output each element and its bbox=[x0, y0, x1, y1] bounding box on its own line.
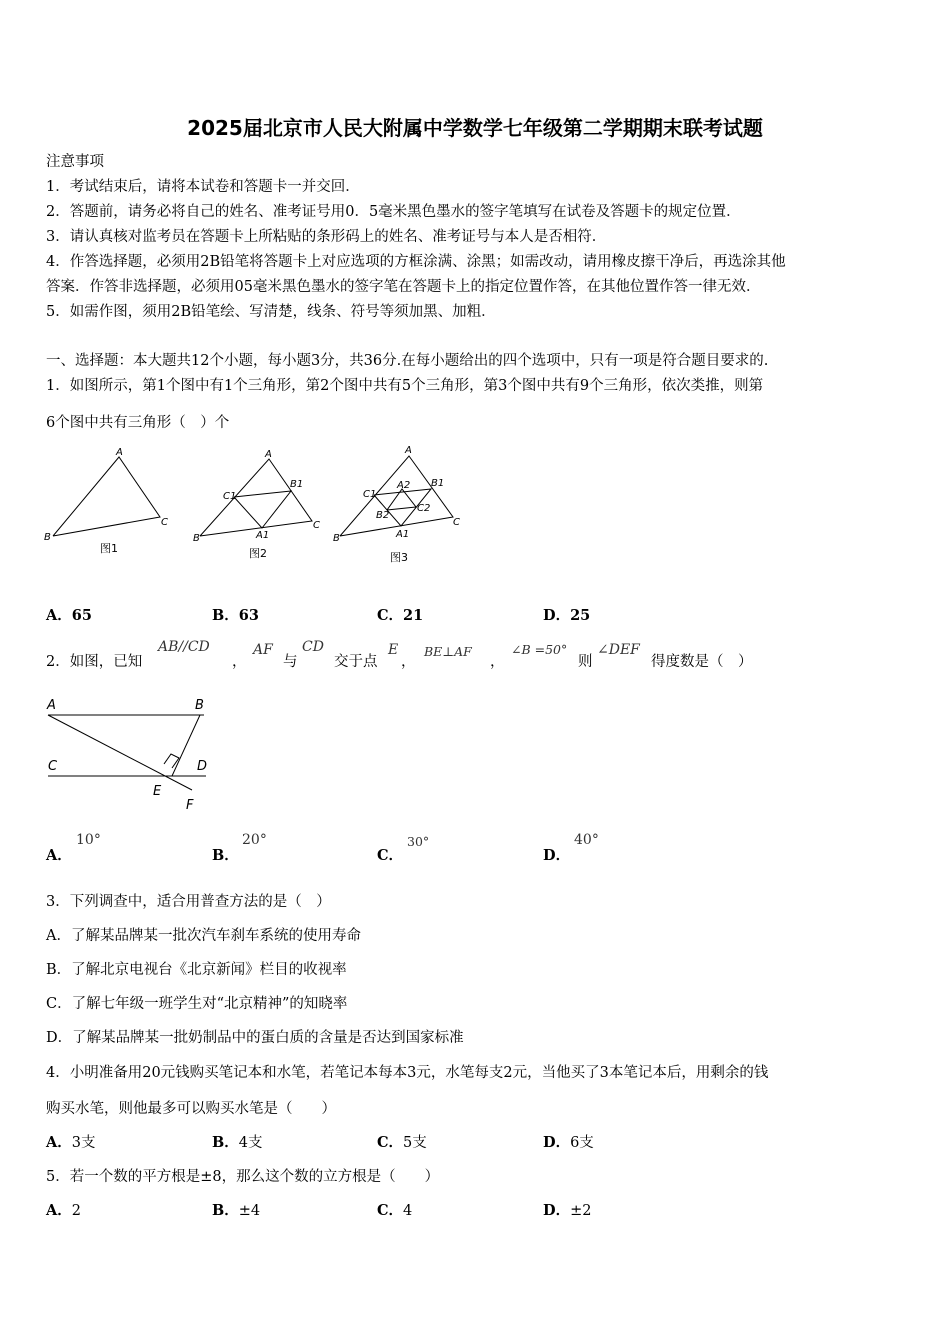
point-label-C: C bbox=[161, 517, 168, 528]
option-b-value: 20° bbox=[242, 832, 267, 848]
point-label-A: A bbox=[47, 698, 56, 713]
point-label-B2: B2 bbox=[376, 510, 390, 521]
option-a-value: 10° bbox=[76, 832, 101, 848]
option-a[interactable]: A．2 bbox=[46, 1202, 81, 1219]
notice-item: 2．答题前，请务必将自己的姓名、准考证号用0．5毫米黑色墨水的签字笔填写在试卷及答题卡的规定位置． bbox=[46, 204, 741, 220]
question-2-text: 与 bbox=[283, 654, 298, 670]
point-label-B: B bbox=[44, 532, 51, 543]
option-a[interactable]: A．3支 bbox=[46, 1134, 96, 1151]
point-label-A2: A2 bbox=[397, 480, 411, 491]
option-a[interactable]: A．了解某品牌某一批次汽车刹车系统的使用寿命 bbox=[46, 928, 361, 944]
section-heading: 一、选择题：本大题共12个小题，每小题3分，共36分.在每小题给出的四个选项中，只有一项是符合题目要求的. bbox=[46, 353, 769, 369]
option-d[interactable]: D．了解某品牌某一批奶制品中的蛋白质的含量是否达到国家标准 bbox=[46, 1030, 464, 1046]
math-expression: E bbox=[388, 642, 399, 658]
question-1-stem: 1．如图所示，第1个图中有1个三角形，第2个图中共有5个三角形，第3个图中共有9个三角形，依次类推，则第 bbox=[46, 378, 764, 394]
point-label-F: F bbox=[186, 798, 194, 813]
option-c[interactable]: C． bbox=[377, 847, 404, 864]
point-label-A: A bbox=[116, 447, 123, 458]
point-label-B1: B1 bbox=[431, 478, 445, 489]
point-label-C1: C1 bbox=[363, 489, 377, 500]
option-c[interactable]: C．4 bbox=[377, 1202, 413, 1219]
option-a[interactable]: A． bbox=[46, 847, 72, 864]
option-c[interactable]: C．5支 bbox=[377, 1134, 427, 1151]
question-4-stem: 4．小明准备用20元钱购买笔记本和水笔，若笔记本每本3元，水笔每支2元，当他买了3本笔记本后，用剩余的钱 bbox=[46, 1065, 769, 1081]
option-b[interactable]: B．63 bbox=[212, 607, 259, 624]
option-a[interactable]: A．65 bbox=[46, 607, 92, 624]
notice-item: 3．请认真核对监考员在答题卡上所粘贴的条形码上的姓名、准考证号与本人是否相符． bbox=[46, 229, 607, 245]
page-title: 2025届北京市人民大附属中学数学七年级第二学期期末联考试题 bbox=[187, 116, 763, 140]
punctuation: ， bbox=[490, 654, 505, 670]
punctuation: ， bbox=[401, 654, 416, 670]
figure-label: 图3 bbox=[390, 551, 408, 564]
math-expression: ∠B =50° bbox=[511, 642, 568, 657]
math-expression: ∠DEF bbox=[597, 642, 640, 658]
math-expression: BE⊥AF bbox=[424, 644, 472, 659]
option-c-value: 30° bbox=[407, 834, 430, 849]
point-label-A: A bbox=[265, 449, 272, 460]
question-2-text: 则 bbox=[578, 654, 593, 670]
option-c[interactable]: C．21 bbox=[377, 607, 424, 624]
option-d-value: 40° bbox=[574, 832, 599, 848]
question-1-stem-cont: 6个图中共有三角形（ ）个 bbox=[46, 415, 230, 431]
option-b[interactable]: B．±4 bbox=[212, 1202, 261, 1219]
point-label-C1: C1 bbox=[223, 491, 237, 502]
point-label-E: E bbox=[153, 784, 162, 799]
math-expression: CD bbox=[302, 639, 324, 655]
point-label-B: B bbox=[195, 698, 204, 713]
question-3-stem: 3．下列调查中，适合用普查方法的是（ ） bbox=[46, 894, 331, 910]
notice-item: 4．作答选择题，必须用2B铅笔将答题卡上对应选项的方框涂满、涂黑；如需改动，请用橡皮擦干净后，再选涂其他 bbox=[46, 254, 786, 270]
punctuation: ， bbox=[232, 654, 247, 670]
notice-item: 5．如需作图，须用2B铅笔绘、写清楚，线条、符号等须加黑、加粗． bbox=[46, 304, 496, 320]
point-label-C2: C2 bbox=[417, 503, 431, 514]
figure-label: 图1 bbox=[100, 542, 118, 555]
notice-item: 1．考试结束后，请将本试卷和答题卡一并交回． bbox=[46, 179, 360, 195]
question-2-suffix: 得度数是（ ） bbox=[651, 654, 753, 670]
question-2-text: 交于点 bbox=[334, 654, 378, 670]
point-label-A1: A1 bbox=[256, 530, 270, 541]
point-label-B: B bbox=[193, 533, 200, 544]
question-2-figure bbox=[40, 690, 220, 815]
option-b[interactable]: B． bbox=[212, 847, 239, 864]
question-5-stem: 5．若一个数的平方根是±8，那么这个数的立方根是（ ） bbox=[46, 1169, 440, 1185]
point-label-A: A bbox=[405, 445, 412, 456]
point-label-A1: A1 bbox=[396, 529, 410, 540]
notice-heading: 注意事项 bbox=[46, 154, 104, 170]
option-d[interactable]: D． bbox=[543, 847, 571, 864]
point-label-B1: B1 bbox=[290, 479, 304, 490]
option-b[interactable]: B．了解北京电视台《北京新闻》栏目的收视率 bbox=[46, 962, 347, 978]
figure-label: 图2 bbox=[249, 547, 267, 560]
point-label-C: C bbox=[313, 520, 320, 531]
question-4-stem-cont: 购买水笔，则他最多可以购买水笔是（ ） bbox=[46, 1101, 336, 1117]
question-1-figures bbox=[40, 440, 480, 570]
question-2-prefix: 2．如图，已知 bbox=[46, 654, 143, 670]
point-label-C: C bbox=[48, 759, 58, 774]
point-label-D: D bbox=[197, 759, 208, 774]
math-expression: AF bbox=[253, 642, 273, 658]
option-d[interactable]: D．±2 bbox=[543, 1202, 592, 1219]
point-label-C: C bbox=[453, 517, 460, 528]
point-label-B: B bbox=[333, 533, 340, 544]
notice-item: 答案．作答非选择题，必须用05毫米黑色墨水的签字笔在答题卡上的指定位置作答，在其他位置作答一律无效． bbox=[46, 279, 761, 295]
math-expression: AB//CD bbox=[158, 639, 210, 655]
option-d[interactable]: D．6支 bbox=[543, 1134, 594, 1151]
option-c[interactable]: C．了解七年级一班学生对“北京精神”的知晓率 bbox=[46, 996, 348, 1012]
option-b[interactable]: B．4支 bbox=[212, 1134, 263, 1151]
option-d[interactable]: D．25 bbox=[543, 607, 591, 624]
